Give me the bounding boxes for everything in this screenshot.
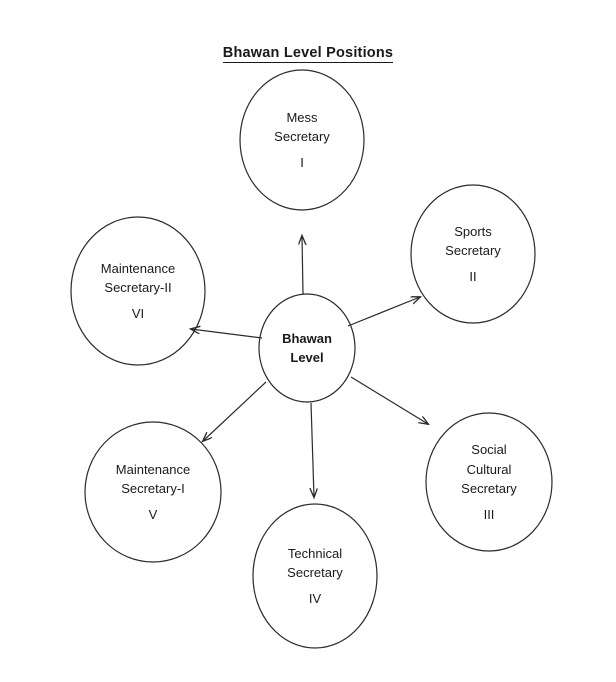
node-maintenance-secretary-ii[interactable] xyxy=(71,217,205,365)
edge-to-sports xyxy=(348,297,420,326)
node-maintenance-secretary-i[interactable] xyxy=(85,422,221,562)
edge-to-technical xyxy=(311,403,314,497)
node-label-line-2: Secretary-II xyxy=(104,280,172,296)
page-title xyxy=(0,45,616,61)
node-label-line-1: Maintenance xyxy=(100,260,176,276)
edge-to-social-cultural xyxy=(351,377,428,424)
node-label-line-1: Maintenance xyxy=(115,461,191,477)
node-label-line-1: Social xyxy=(471,442,507,457)
node-sports-secretary[interactable] xyxy=(411,185,535,323)
edge-to-mess xyxy=(302,236,303,294)
page-title-text: Bhawan Level Positions xyxy=(222,45,394,61)
node-label-line-2: Level xyxy=(290,350,324,365)
node-label-line-3: Secretary xyxy=(461,481,517,496)
node-number: III xyxy=(483,506,495,522)
node-label-line-1: Mess xyxy=(286,109,318,125)
node-label-line-2: Cultural xyxy=(466,461,512,477)
node-technical-secretary[interactable] xyxy=(253,504,377,648)
node-number: VI xyxy=(131,305,145,321)
node-label-line-2: Secretary-I xyxy=(121,481,185,497)
node-number: IV xyxy=(308,590,322,606)
node-number: II xyxy=(469,268,477,284)
node-label-line-1: Technical xyxy=(287,545,343,561)
node-label-line-2: Secretary xyxy=(274,129,330,145)
node-label-line-2: Secretary xyxy=(287,565,343,581)
node-label-line-1: Sports xyxy=(454,223,492,239)
node-bhawan-level[interactable] xyxy=(259,294,355,402)
node-mess-secretary[interactable] xyxy=(240,70,364,210)
node-label-line-1: Bhawan xyxy=(282,330,332,346)
node-label-line-2: Secretary xyxy=(445,243,501,259)
node-social-cultural-secretary[interactable] xyxy=(426,413,552,551)
node-number: I xyxy=(300,154,304,170)
node-number: V xyxy=(148,506,158,522)
